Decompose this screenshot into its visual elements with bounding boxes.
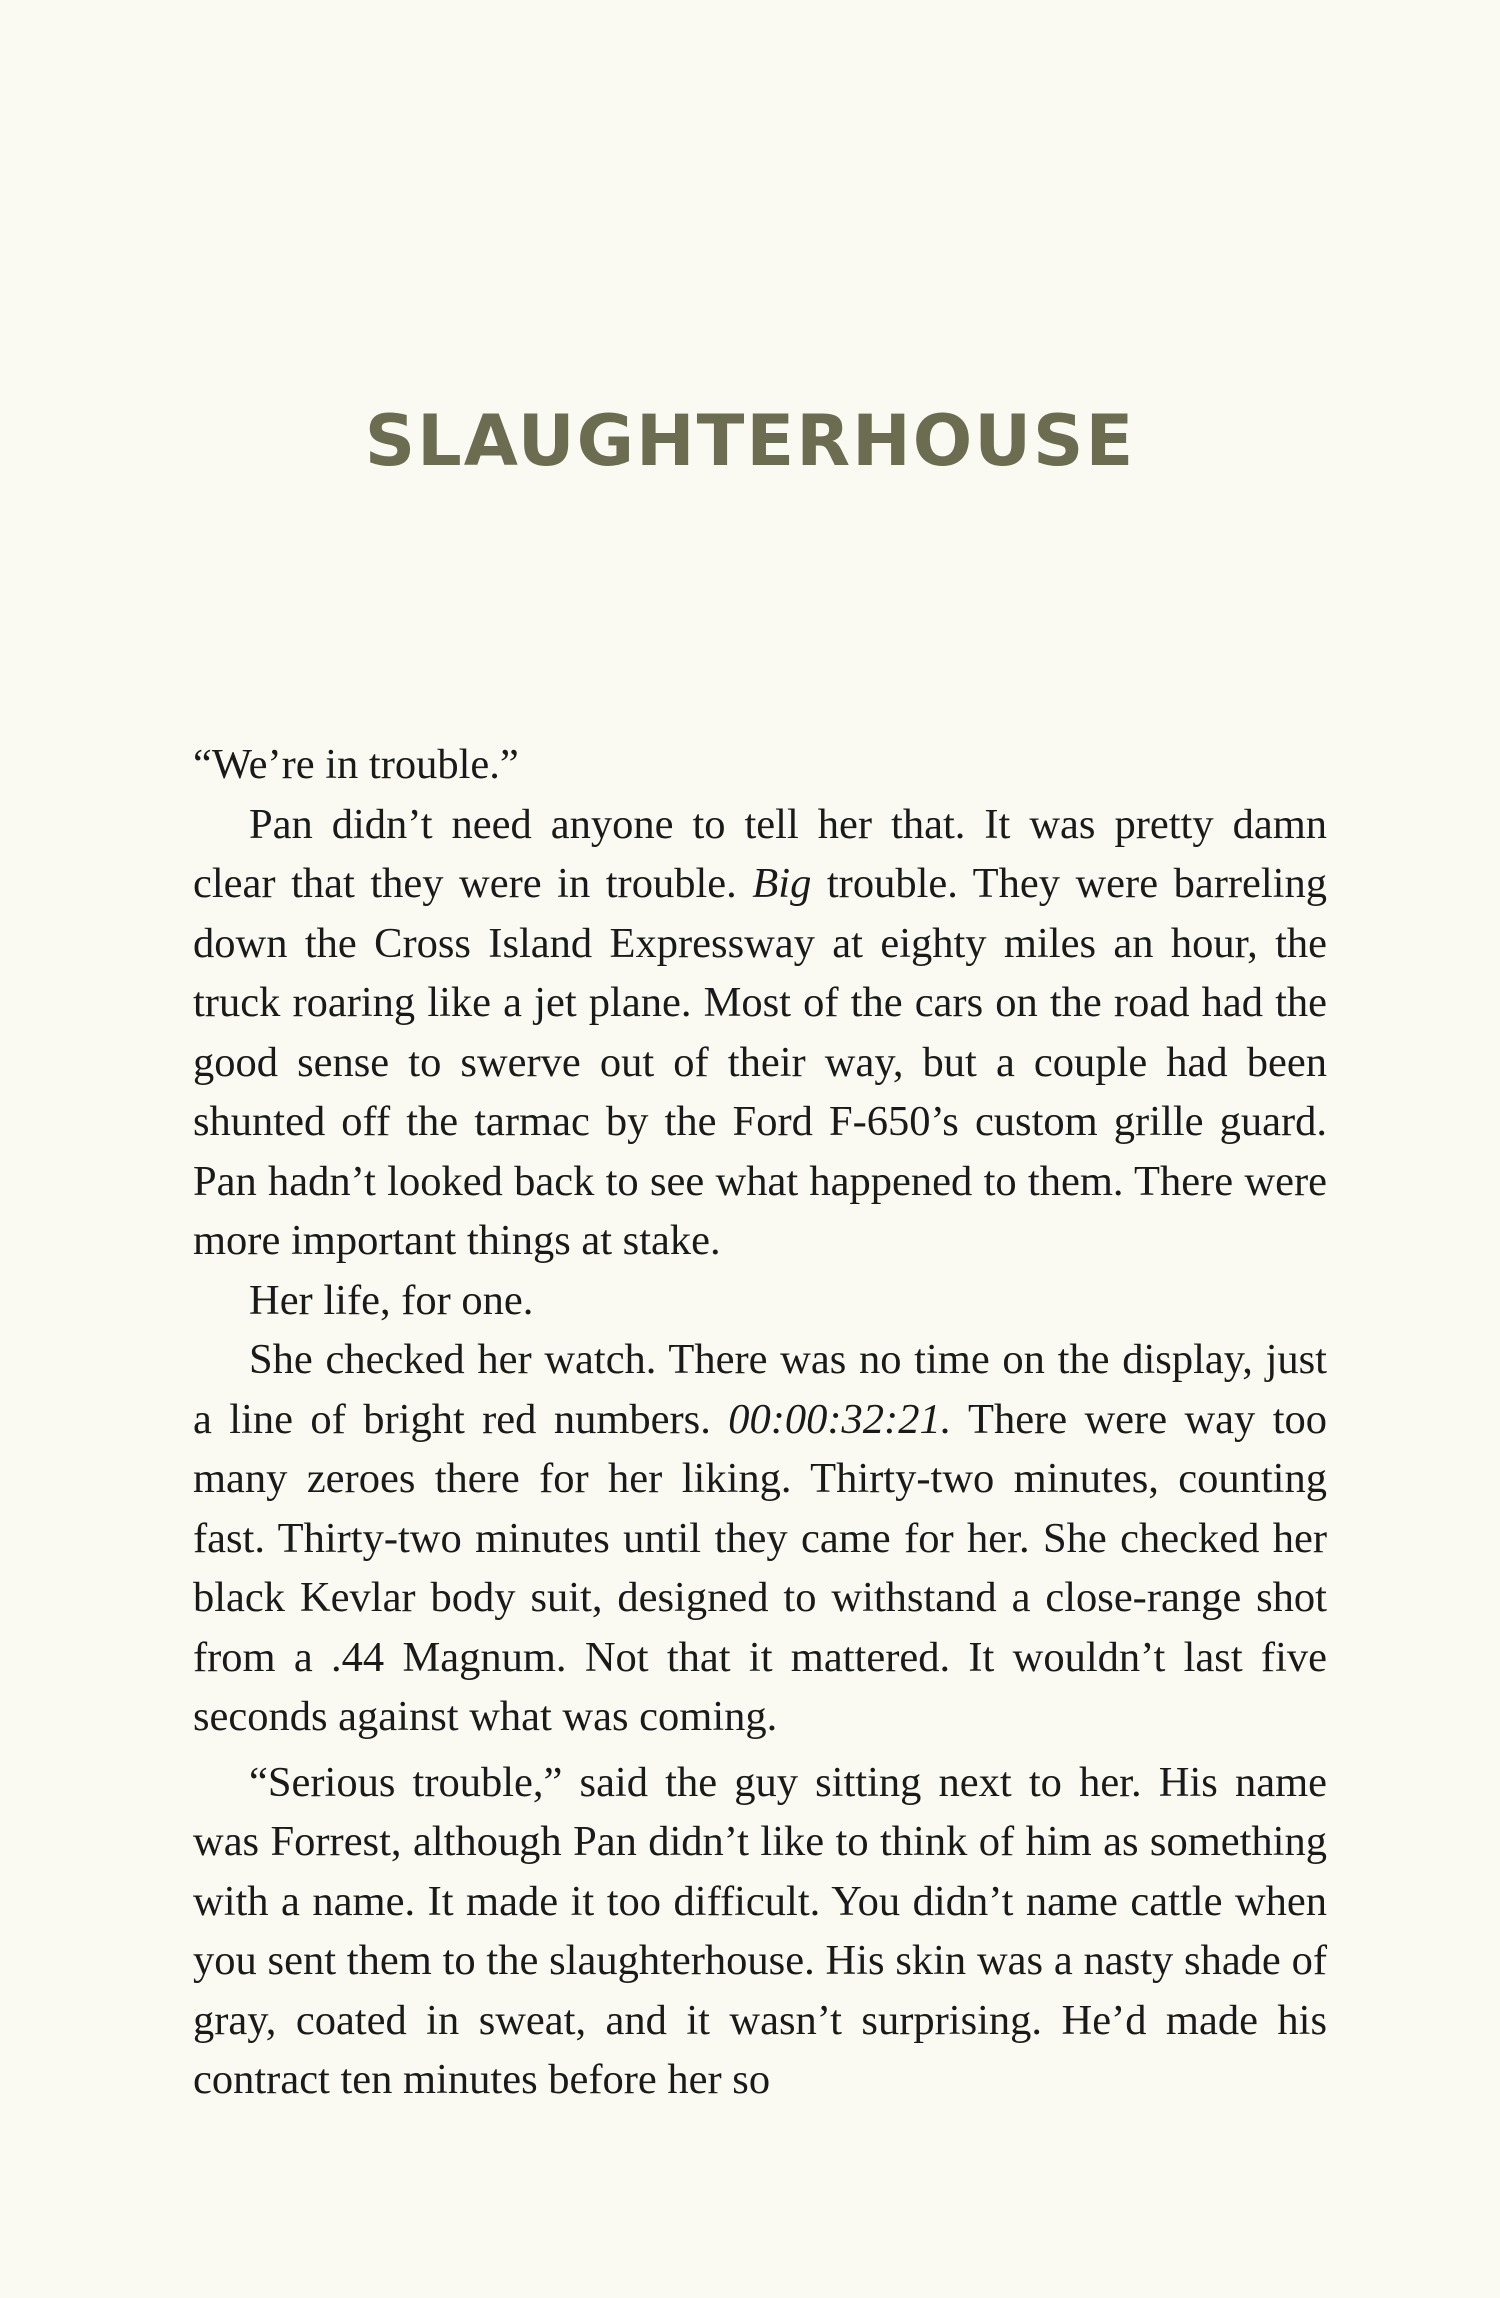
paragraph-4-timer: 00:00:32:21.	[728, 1395, 952, 1443]
paragraph-2-text-c: trouble. They were barreling down the Cross Island Expressway at eighty miles an hour, the truck roaring like a jet plane. Most of the cars on the road had the good sense to swerve out of their way, but a couple had been shunted off the tarmac by the Ford F-650’s custom grille guard. Pan hadn’t looked back to see what happened to them. There were more important things at stake.	[193, 860, 1327, 1264]
chapter-title: SLAUGHTERHOUSE	[364, 400, 1136, 482]
paragraph-4-text-c: There were way too many zeroes there for her liking. Thirty-two minutes, counting fast. Thirty-two minutes until they came for her. She checked her black Kevlar body suit, designed to withstand a close-range shot from a .44 Magnum. Not that it mattered. It wouldn’t last five seconds against what was coming.	[193, 1395, 1327, 1740]
paragraph-4	[193, 1330, 1327, 1747]
paragraph-5: “Serious trouble,” said the guy sitting next to her. His name was Forrest, although Pan didn’t like to think of him as something with a name. It made it too difficult. You didn’t name cattle when you sent them to the slaughterhouse. His skin was a nasty shade of gray, coated in sweat, and it wasn’t surprising. He’d made his contract ten minutes before her so	[193, 1758, 1327, 2103]
paragraph-2	[193, 795, 1327, 1271]
paragraph-4-text-a: She checked her watch. There was no time on the display, just a line of bright red numbers.	[193, 1336, 1327, 1443]
paragraph-3: Her life, for one.	[249, 1276, 534, 1324]
chapter-body	[193, 735, 1327, 2110]
paragraph-2-emphasis: Big	[752, 860, 812, 907]
paragraph-2-text-a: Pan didn’t need anyone to tell her that. It was pretty damn clear that they were in trouble.	[193, 800, 1327, 907]
paragraph-1: “We’re in trouble.”	[193, 741, 519, 788]
